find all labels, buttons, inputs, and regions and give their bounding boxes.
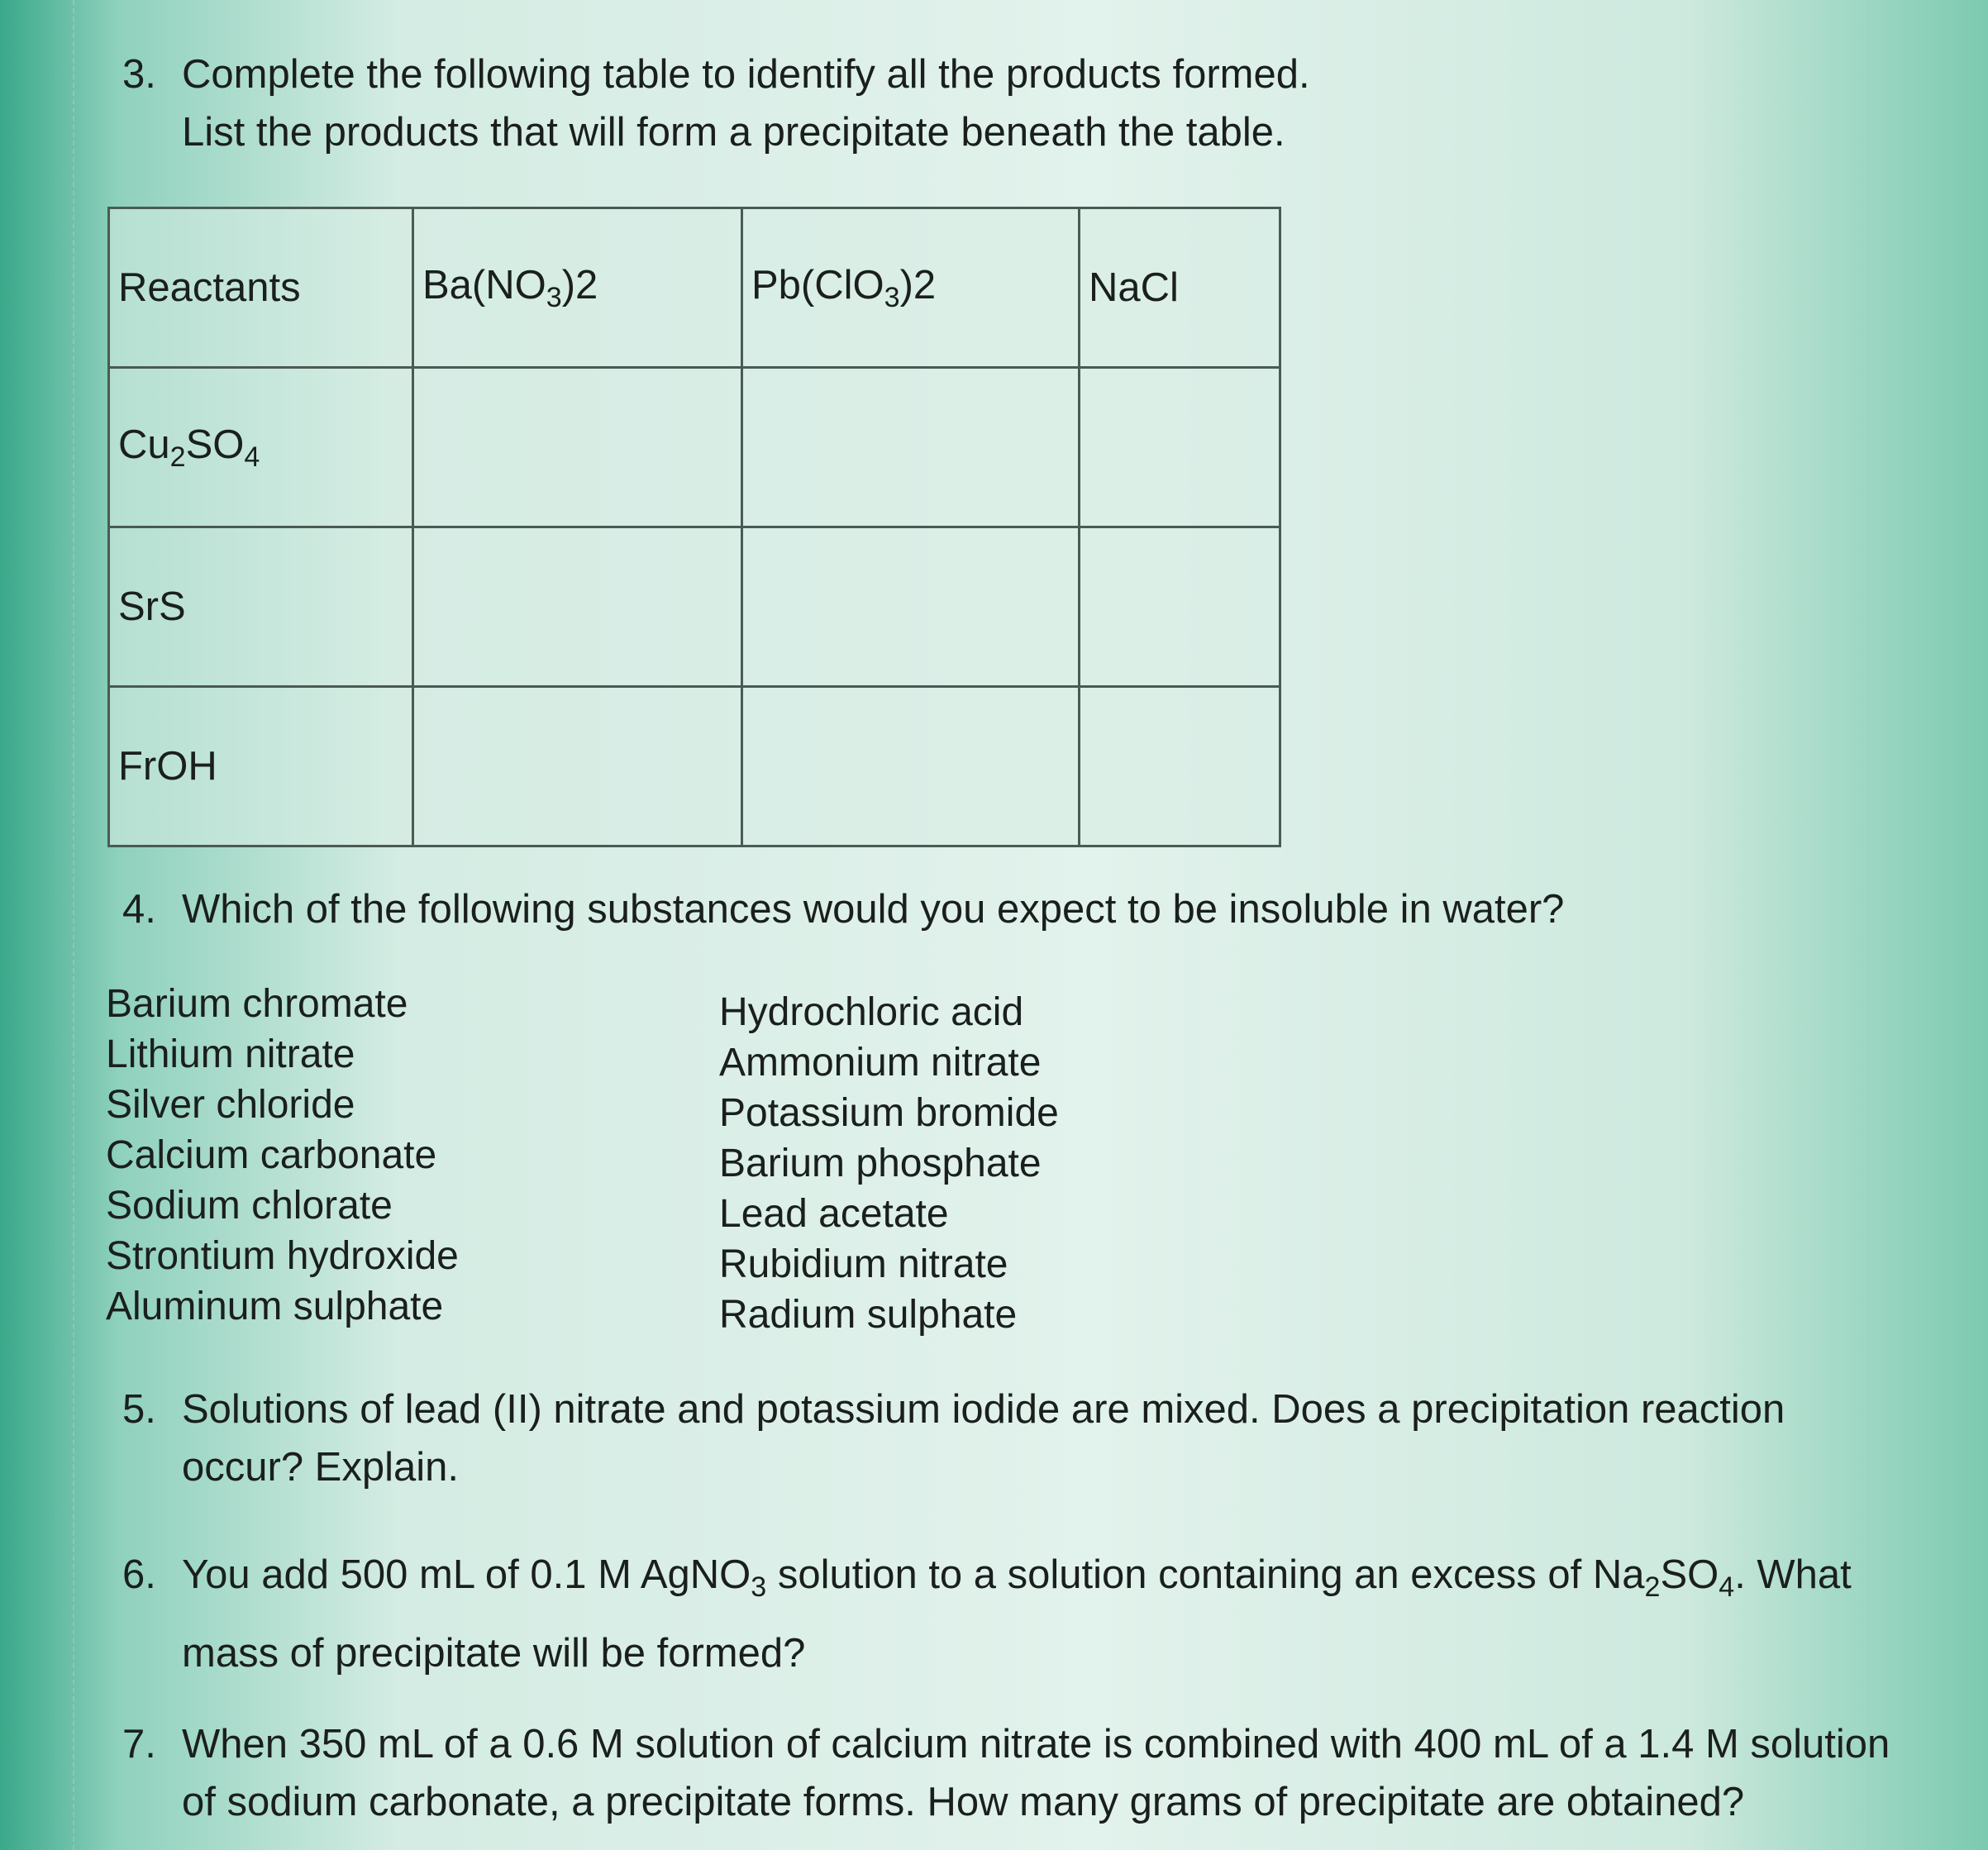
question-7-line1: When 350 mL of a 0.6 M solution of calcium nitrate is combined with 400 mL of a 1.4 M solution (182, 1722, 1890, 1767)
question-4-text: Which of the following substances would you expect to be insoluble in water? (182, 887, 1565, 932)
question-5 (122, 1380, 1785, 1496)
question-7 (122, 1715, 1890, 1831)
substance-item: Hydrochloric acid (719, 990, 1024, 1034)
question-6: 6. You add 500 mL of 0.1 M AgNO$_3$ solution to a solution containing an excess of $Na_2SO_4$. What mass of precipitate will be formed? (122, 1542, 1852, 1686)
substance-item: Aluminum sulphate (106, 1285, 444, 1328)
worksheet-page (73, 0, 1901, 1850)
table-row (109, 687, 1280, 846)
question-6-number: 6. (122, 1552, 156, 1597)
substance-item: Calcium carbonate (106, 1133, 437, 1177)
row-label-froh: FrOH (109, 687, 413, 846)
substance-item: Potassium bromide (719, 1091, 1059, 1135)
table-header-row (109, 208, 1280, 368)
answer-cell[interactable] (742, 527, 1080, 687)
reaction-table (107, 207, 1281, 847)
answer-cell[interactable] (1080, 687, 1280, 846)
answer-cell[interactable] (413, 368, 742, 527)
question-7-number: 7. (122, 1722, 156, 1767)
question-4 (122, 880, 1564, 938)
answer-cell[interactable] (413, 527, 742, 687)
header-nacl: NaCl (1080, 208, 1280, 368)
question-7-line2: of sodium carbonate, a precipitate forms. How many grams of precipitate are obtained? (182, 1780, 1745, 1824)
question-3-line1: Complete the following table to identify all the products formed. (182, 52, 1310, 97)
answer-cell[interactable] (413, 687, 742, 846)
question-3 (122, 45, 1310, 161)
substance-item: Silver chloride (106, 1083, 355, 1127)
answer-cell[interactable] (742, 687, 1080, 846)
answer-cell[interactable] (1080, 368, 1280, 527)
substance-list-left (106, 979, 459, 1332)
substance-item: Sodium chlorate (106, 1184, 393, 1228)
substance-item: Strontium hydroxide (106, 1234, 459, 1278)
answer-cell[interactable] (742, 368, 1080, 527)
question-3-line2: List the products that will form a precipitate beneath the table. (182, 110, 1285, 155)
substance-item: Barium phosphate (719, 1142, 1042, 1185)
substance-item: Lead acetate (719, 1192, 949, 1236)
question-5-number: 5. (122, 1387, 156, 1432)
substance-item: Rubidium nitrate (719, 1242, 1008, 1286)
table-row (109, 368, 1280, 527)
substance-item: Ammonium nitrate (719, 1041, 1042, 1085)
header-reactants: Reactants (109, 208, 413, 368)
substance-item: Barium chromate (106, 982, 408, 1026)
substance-list-right (719, 987, 1059, 1340)
question-5-line2: occur? Explain. (182, 1445, 460, 1490)
substance-item: Radium sulphate (719, 1293, 1018, 1337)
question-6-line2: mass of precipitate will be formed? (182, 1631, 806, 1676)
question-3-number: 3. (122, 52, 156, 97)
header-ba-no3-2: $Ba(NO_3)2$ (413, 208, 742, 368)
question-4-number: 4. (122, 887, 156, 932)
answer-cell[interactable] (1080, 527, 1280, 687)
row-label-srs: SrS (109, 527, 413, 687)
question-5-line1: Solutions of lead (II) nitrate and potassium iodide are mixed. Does a precipitation reaction (182, 1387, 1785, 1432)
header-pb-clo3-2: Pb(ClO$_3$)2 (742, 208, 1080, 368)
table-row (109, 527, 1280, 687)
row-label-cu2so4: $Cu_2SO_4$ (109, 368, 413, 527)
substance-item: Lithium nitrate (106, 1032, 355, 1076)
